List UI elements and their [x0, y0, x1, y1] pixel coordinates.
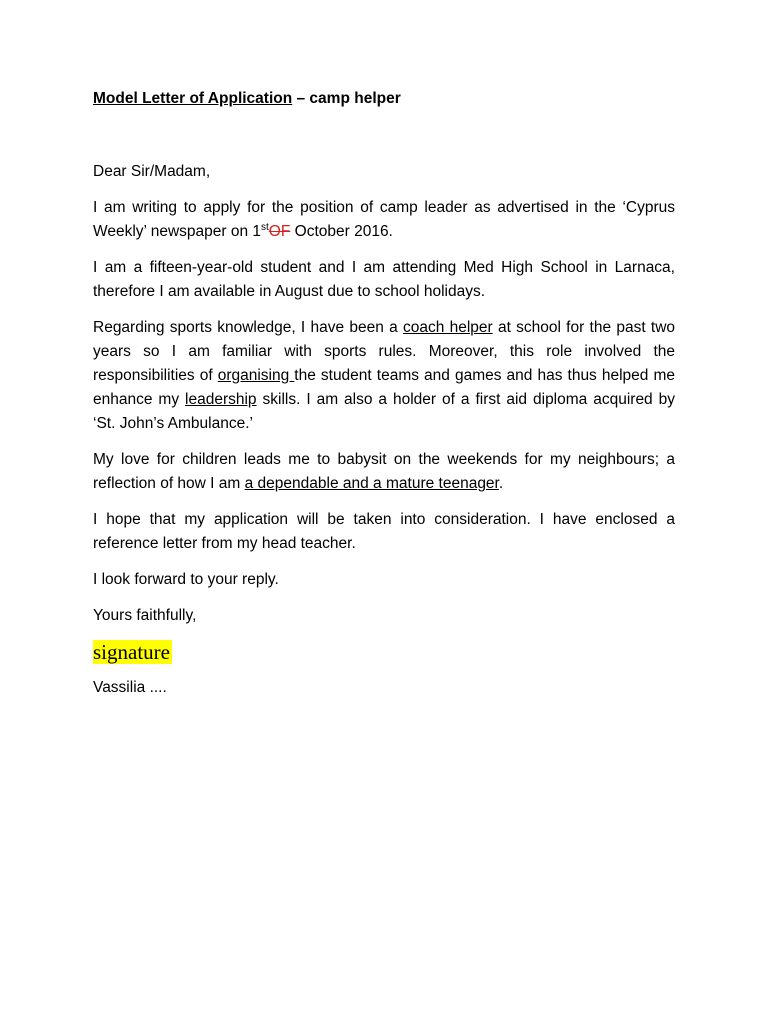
letter-title-rest: – camp helper — [292, 90, 401, 107]
letter-title-main: Model Letter of Application — [93, 90, 293, 107]
children-text-1: My love for children leads me to babysit on the weekends for my neighbours; a reflection of how I am — [93, 451, 675, 492]
paragraph-position-text: I am writing to apply for the position of camp leader as advertised in the ‘Cyprus Weekly’ newspaper on 1 — [93, 199, 675, 240]
greeting: Dear Sir/Madam, — [93, 163, 211, 180]
underlined-coach-helper: coach helper — [402, 319, 493, 336]
struck-text: OF — [268, 223, 291, 240]
paragraph-student: I am a fifteen-year-old student and I am attending Med High School in Larnaca, therefore I am available in August due to school holidays. — [93, 259, 675, 300]
underlined-leadership: leadership — [185, 391, 257, 408]
underlined-dependable: a dependable and a mature teenager — [244, 475, 499, 492]
closing: Yours faithfully, — [93, 607, 197, 624]
ordinal-suffix: st — [261, 221, 269, 233]
children-text-2: . — [498, 475, 504, 492]
letter-title — [93, 87, 675, 111]
paragraph-sports — [93, 316, 675, 436]
paragraph-children — [93, 448, 675, 496]
sports-text-3: the student teams and games and has thus helped me enhance my — [93, 367, 675, 408]
sender-name: Vassilia .... — [93, 679, 167, 696]
letter-body — [93, 87, 675, 700]
paragraph-position — [93, 196, 675, 244]
paragraph-position-end: October 2016. — [290, 223, 393, 240]
paragraph-reply: I look forward to your reply. — [93, 571, 279, 588]
sports-text-4: skills. I am also a holder of a first aid diploma acquired by ‘St. John’s Ambulance.’ — [93, 391, 675, 432]
underlined-organising: organising — [217, 367, 295, 384]
signature-placeholder — [93, 638, 675, 666]
paragraph-application: I hope that my application will be taken into consideration. I have enclosed a reference letter from my head teacher. — [93, 511, 675, 552]
sports-text-1: Regarding sports knowledge, I have been a — [93, 319, 403, 336]
sports-text-2: at school for the past two years so I am familiar with sports rules. Moreover, this role involved the responsibilities of — [93, 319, 676, 384]
signature-highlight: signature — [93, 640, 170, 664]
